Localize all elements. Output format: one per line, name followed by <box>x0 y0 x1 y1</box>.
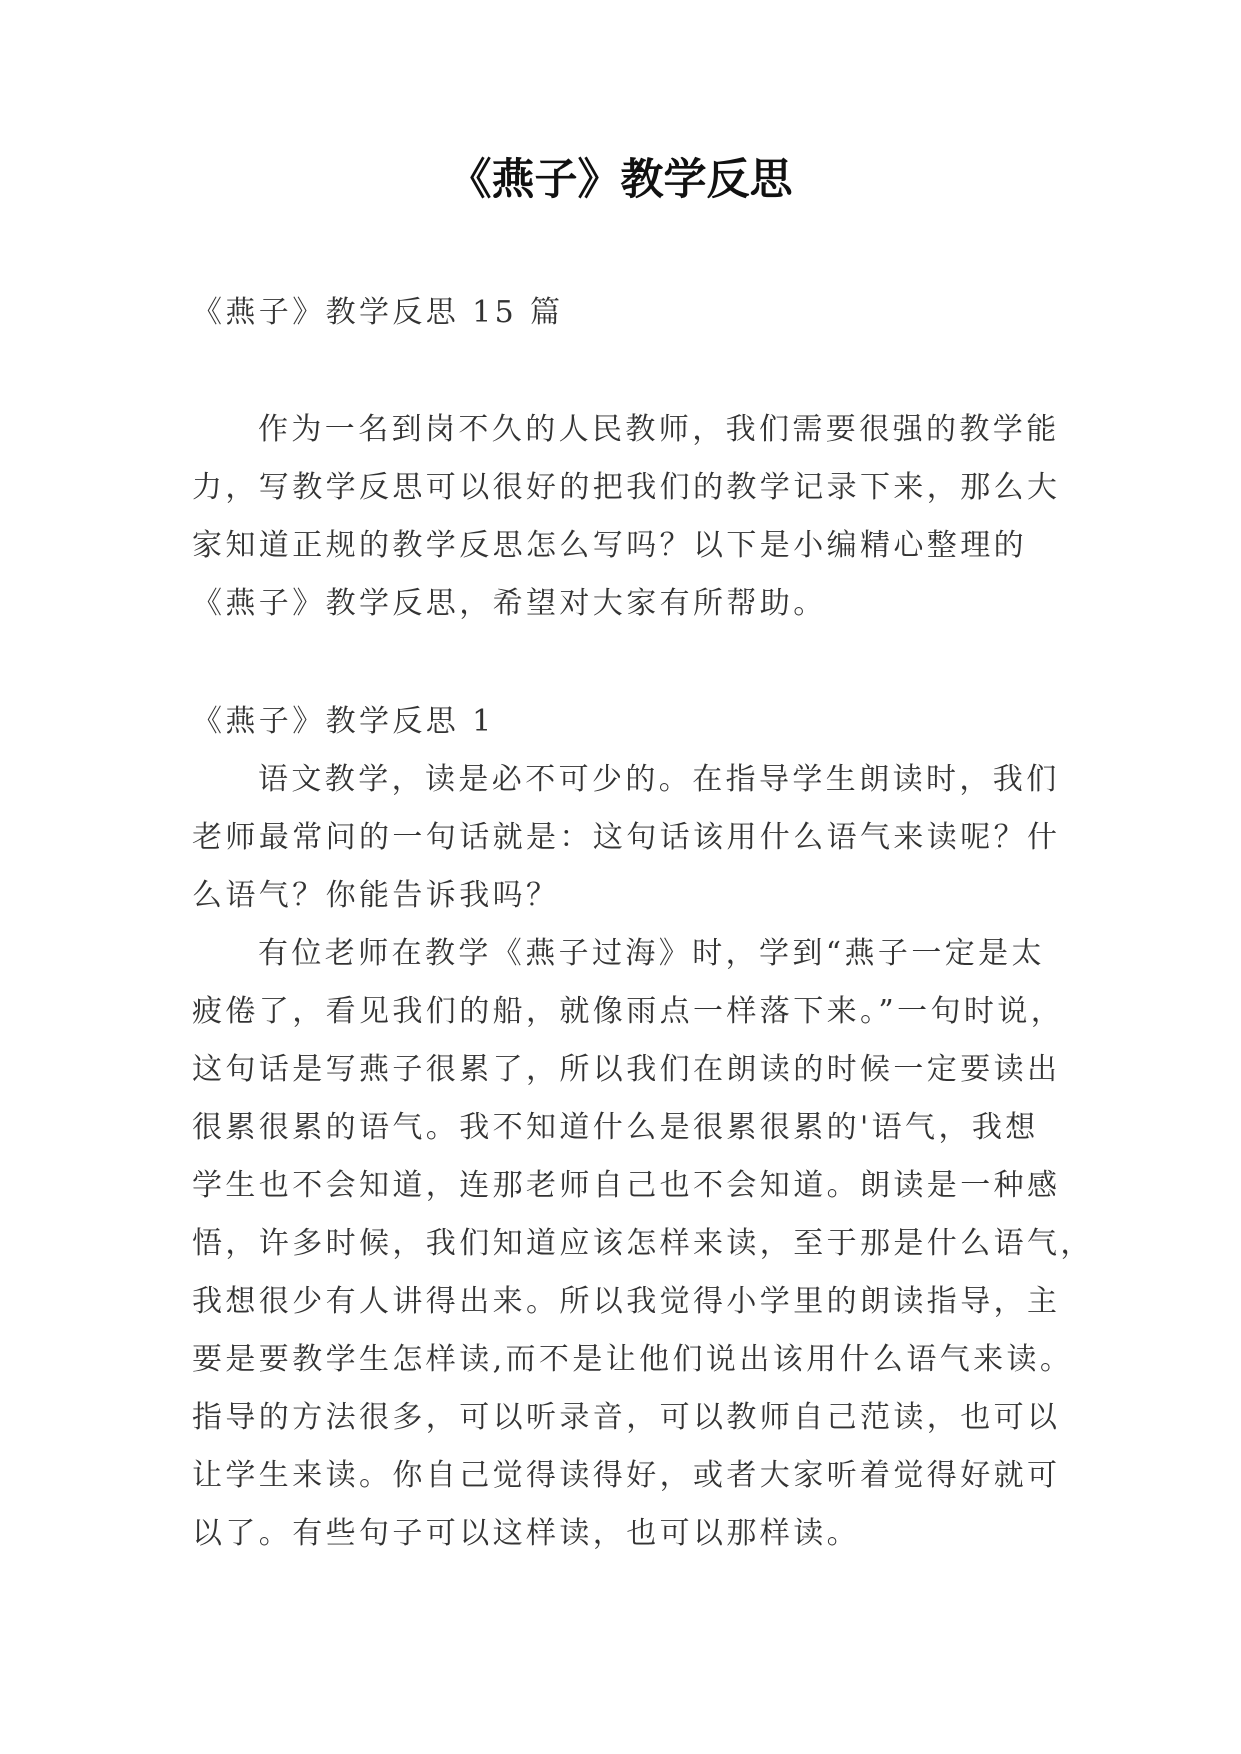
paragraph-line: 学生也不会知道，连那老师自己也不会知道。朗读是一种感 <box>192 1168 1061 1203</box>
document-subtitle: 《燕子》教学反思 15 篇 <box>192 295 564 330</box>
intro-line: 家知道正规的教学反思怎么写吗？以下是小编精心整理的 <box>192 528 1027 563</box>
paragraph-line: 以了。有些句子可以这样读，也可以那样读。 <box>192 1516 860 1551</box>
paragraph-line: 老师最常问的一句话就是：这句话该用什么语气来读呢？什 <box>192 820 1061 855</box>
paragraph-line: 有位老师在教学《燕子过海》时，学到“燕子一定是太 <box>258 936 1045 971</box>
intro-line: 《燕子》教学反思，希望对大家有所帮助。 <box>192 586 827 621</box>
intro-line: 力，写教学反思可以很好的把我们的教学记录下来，那么大 <box>192 470 1061 505</box>
paragraph-line: 指导的方法很多，可以听录音，可以教师自己范读，也可以 <box>192 1400 1061 1435</box>
paragraph-line: 这句话是写燕子很累了，所以我们在朗读的时候一定要读出 <box>192 1052 1061 1087</box>
paragraph-line: 很累很累的语气。我不知道什么是很累很累的'语气，我想 <box>192 1110 1039 1145</box>
paragraph-line: 悟，许多时候，我们知道应该怎样来读，至于那是什么语气， <box>192 1226 1094 1261</box>
paragraph-line: 我想很少有人讲得出来。所以我觉得小学里的朗读指导，主 <box>192 1284 1061 1319</box>
paragraph-line: 么语气？你能告诉我吗？ <box>192 878 560 913</box>
paragraph-line: 要是要教学生怎样读,而不是让他们说出该用什么语气来读。 <box>192 1342 1074 1377</box>
section-heading: 《燕子》教学反思 1 <box>192 704 495 739</box>
paragraph-line: 疲倦了，看见我们的船，就像雨点一样落下来。”一句时说， <box>192 994 1065 1029</box>
paragraph-line: 语文教学，读是必不可少的。在指导学生朗读时，我们 <box>258 762 1060 797</box>
intro-line: 作为一名到岗不久的人民教师，我们需要很强的教学能 <box>258 412 1060 447</box>
document-title: 《燕子》教学反思 <box>448 155 793 205</box>
paragraph-line: 让学生来读。你自己觉得读得好，或者大家听着觉得好就可 <box>192 1458 1061 1493</box>
